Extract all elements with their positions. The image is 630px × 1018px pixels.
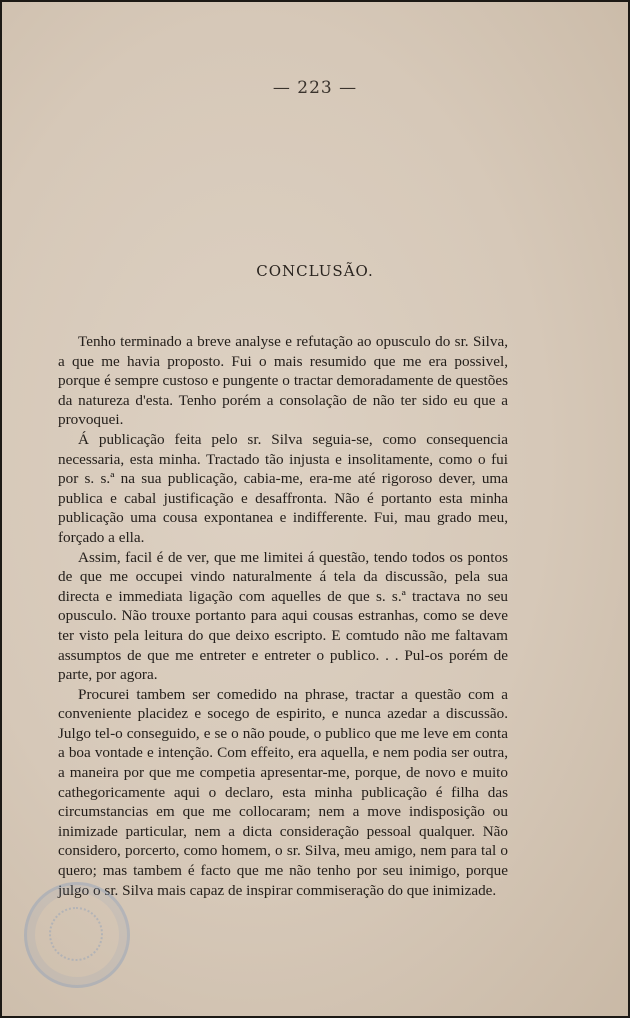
paragraph: Tenho terminado a breve analyse e refutação ao opusculo do sr. Silva, a que me havia proposto. Fui o mais resumido que me era possivel, porque é sempre custoso e pungente o tractar demoradamente de questões da natureza d'esta. Tenho porém a consolação de não ter sido eu que a provoquei.	[58, 333, 508, 429]
paragraph: Á publicação feita pelo sr. Silva seguia-se, como consequencia necessaria, esta minha. Tractado tão injusta e insolitamente, como o fui por s. s.ª na sua publicação, cabia-me, era-me até rigoroso dever, uma publica e cabal justificação e desaffronta. Não é portanto esta minha publicação uma cousa expontanea e indifferente. Fui, mau grado meu, forçado a ella.	[58, 430, 508, 546]
library-stamp	[24, 882, 130, 988]
paragraph: Procurei tambem ser comedido na phrase, tractar a questão com a conveniente placidez e socego de espirito, e nunca azedar a discussão. Julgo tel-o conseguido, e se o não poude, o publico que me leve em conta a boa vontade e intenção. Com effeito, era aquella, e nem podia ser outra, a maneira por que me competia apresentar-me, porque, de novo e muito cathegoricamente aqui o declaro, esta minha publicação é filha das circumstancias em que me collocaram; nem a move indisposição ou inimizade particular, nem a dicta consideração pessoal qualquer. Não considero, porcerto, como homem, o sr. Silva, meu amigo, nem para tal o quero; mas tambem é facto que me não tenho por seu inimigo, porque julgo o sr. Silva mais capaz de inspirar commiseração do que inimizade.	[58, 685, 508, 899]
body-text	[58, 332, 508, 900]
paragraph: Assim, facil é de ver, que me limitei á questão, tendo todos os pontos de que me occupei vindo naturalmente á tela da discussão, pela sua directa e immediata ligação com aquelles de que s. s.ª tractava no seu opusculo. Não trouxe portanto para aqui cousas estranhas, como se deve ter visto pela leitura do que deixo escripto. E comtudo não me faltavam assumptos de que me entreter e entreter o publico. . . Pul-os porém de parte, por agora.	[58, 548, 508, 684]
page-number: — 223 —	[272, 78, 358, 98]
chapter-title: CONCLUSÃO.	[256, 262, 374, 280]
